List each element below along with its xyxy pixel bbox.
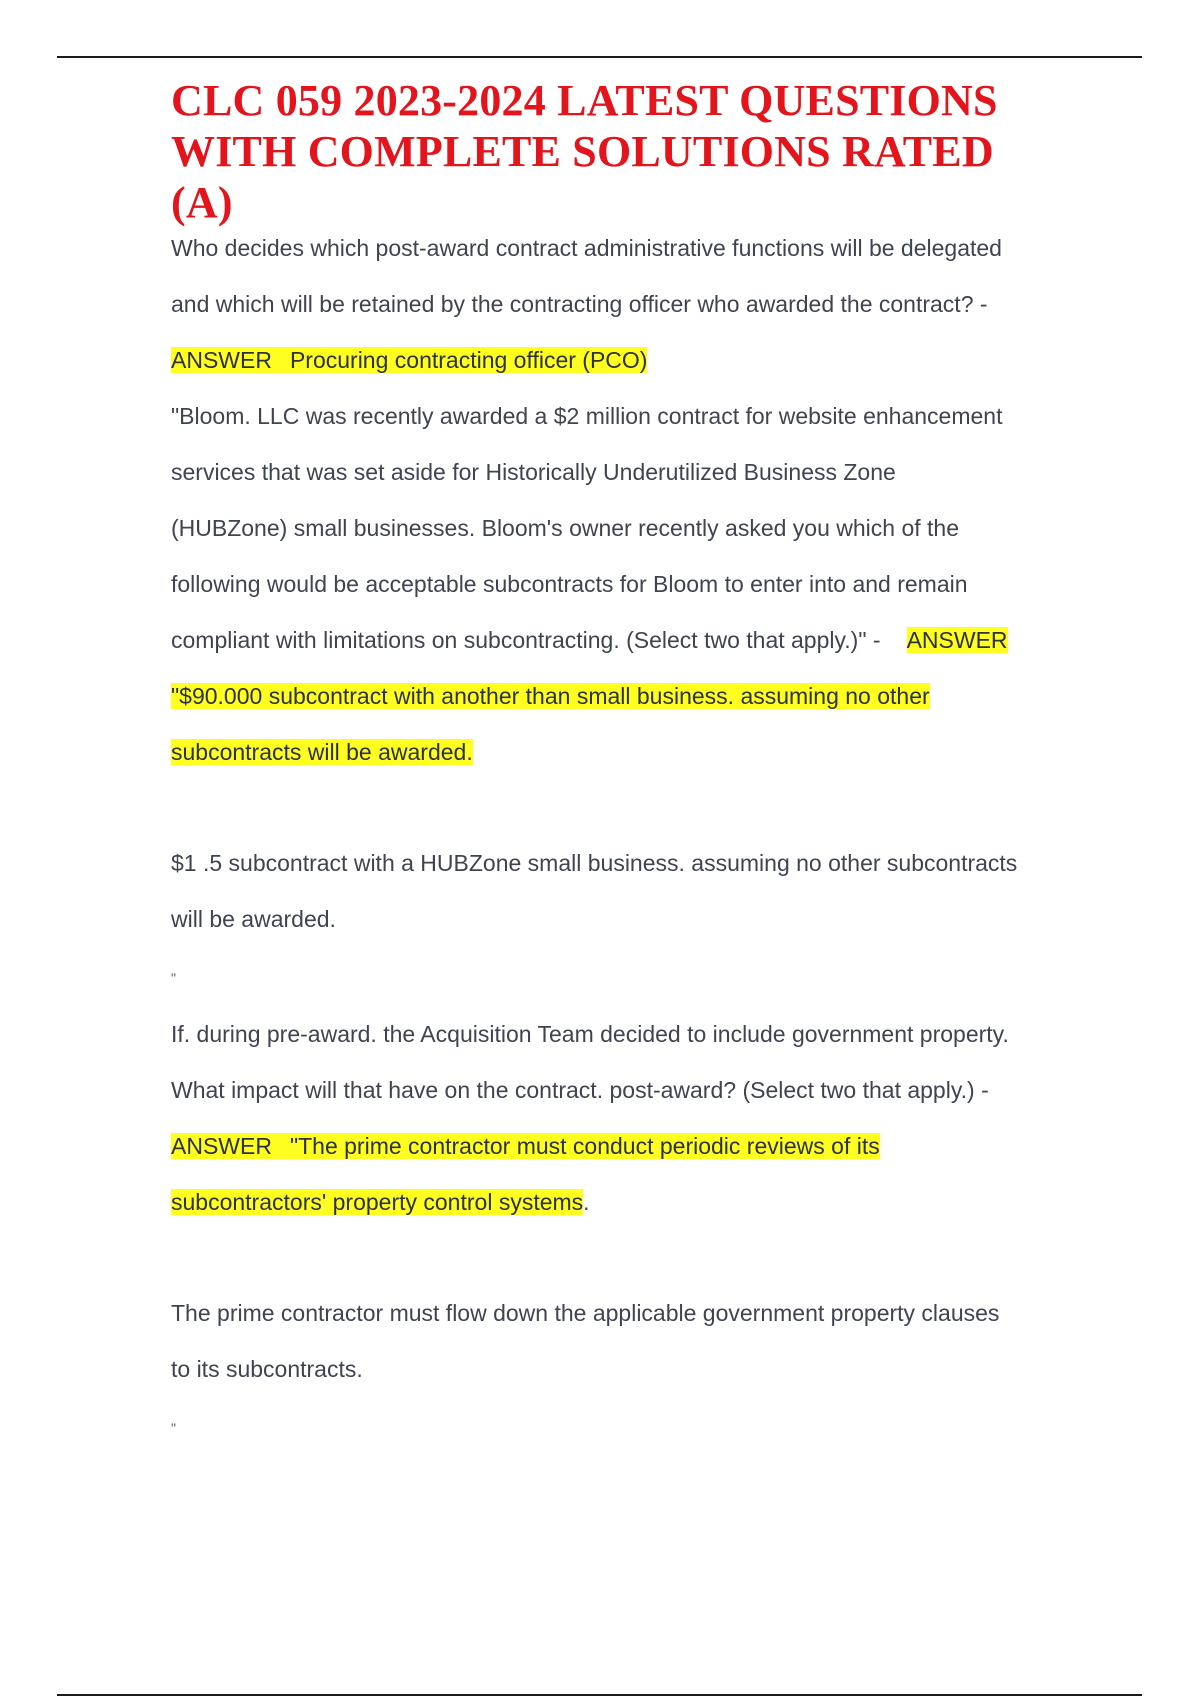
- spacer: [171, 780, 1071, 835]
- question-2: [171, 388, 1071, 780]
- answer-end-punctuation: .: [583, 1189, 590, 1215]
- option-text-line: to its subcontracts.: [171, 1356, 363, 1382]
- question-text-line: following would be acceptable subcontracts for Bloom to enter into and remain: [171, 571, 968, 597]
- question-text-line: (HUBZone) small businesses. Bloom's owner recently asked you which of the: [171, 515, 960, 541]
- option-text-line: The prime contractor must flow down the applicable government property clauses: [171, 1300, 1000, 1326]
- answer-text-line: subcontracts will be awarded.: [171, 739, 473, 765]
- closing-quote-mark: ": [171, 1420, 176, 1436]
- question-3: [171, 1006, 1071, 1230]
- question-3-option-2: [171, 1285, 1071, 1456]
- title-line: (A): [171, 178, 233, 227]
- answer-highlight: [171, 347, 647, 373]
- answer-label: ANSWER: [171, 1133, 272, 1159]
- bottom-rule: [57, 1694, 1142, 1696]
- question-text-line: If. during pre-award. the Acquisition Team decided to include government property.: [171, 1021, 1009, 1047]
- question-text-line: and which will be retained by the contracting officer who awarded the contract? -: [171, 291, 988, 317]
- top-rule: [57, 56, 1142, 58]
- question-text-line: "Bloom. LLC was recently awarded a $2 million contract for website enhancement: [171, 403, 1003, 429]
- document-title: [171, 75, 1071, 228]
- question-1: [171, 220, 1071, 388]
- answer-label: ANSWER: [906, 627, 1008, 653]
- question-text-line: services that was set aside for Historically Underutilized Business Zone: [171, 459, 896, 485]
- question-2-option-2: [171, 835, 1071, 1006]
- closing-quote-mark: ": [171, 970, 176, 986]
- title-line: CLC 059 2023-2024 LATEST QUESTIONS: [171, 76, 998, 125]
- question-text-line: Who decides which post-award contract administrative functions will be delegated: [171, 235, 1002, 261]
- answer-text-line: subcontractors' property control systems: [171, 1189, 584, 1215]
- answer-highlight: [171, 1133, 880, 1159]
- question-text-line: compliant with limitations on subcontracting. (Select two that apply.)" -: [171, 627, 881, 653]
- question-text-line: What impact will that have on the contract. post-award? (Select two that apply.) -: [171, 1077, 989, 1103]
- answer-text: Procuring contracting officer (PCO): [289, 347, 648, 373]
- title-line: WITH COMPLETE SOLUTIONS RATED: [171, 127, 994, 176]
- answer-text-line: "The prime contractor must conduct periodic reviews of its: [289, 1133, 880, 1159]
- answer-label: ANSWER: [171, 347, 272, 373]
- option-text-line: will be awarded.: [171, 906, 336, 932]
- document-body: [171, 75, 1071, 1456]
- spacer: [171, 1230, 1071, 1285]
- answer-text-line: "$90.000 subcontract with another than small business. assuming no other: [171, 683, 930, 709]
- option-text-line: $1 .5 subcontract with a HUBZone small business. assuming no other subcontracts: [171, 850, 1018, 876]
